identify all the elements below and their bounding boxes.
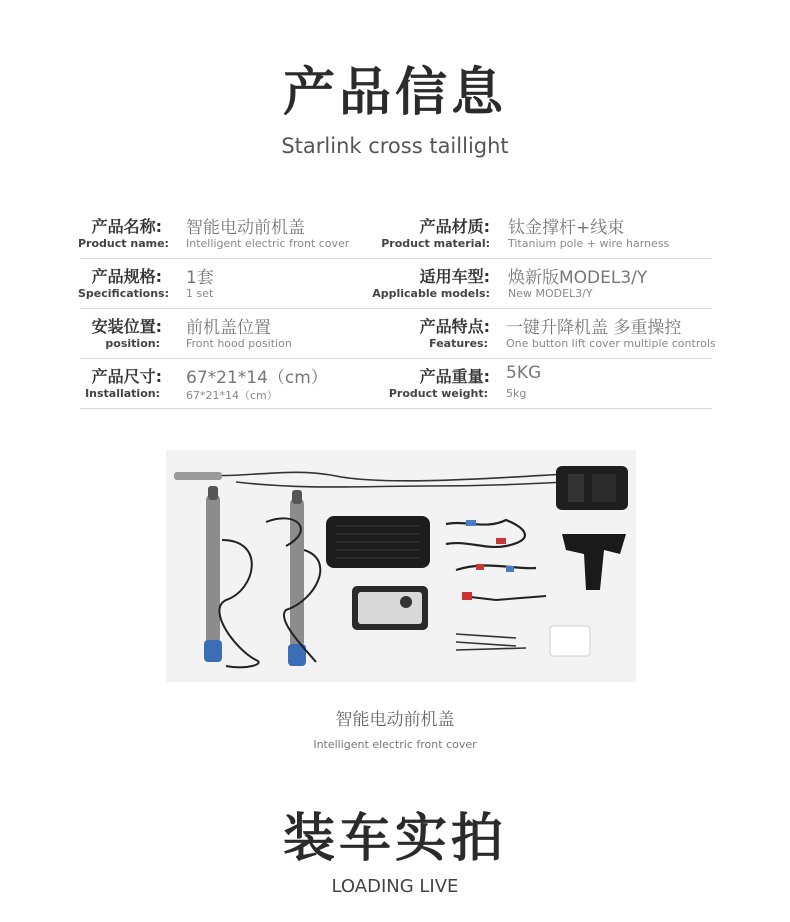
spec-value-en: Titanium pole + wire harness	[508, 237, 670, 250]
spec-label-en: Product weight:	[388, 387, 488, 400]
spec-label-cn: 产品材质:	[419, 217, 490, 236]
spec-label-cn: 产品尺寸:	[91, 367, 162, 386]
spec-row	[80, 208, 712, 259]
spec-value-en: 1 set	[186, 287, 214, 300]
page-subtitle: Starlink cross taillight	[281, 134, 509, 158]
spec-value-cn: 67*21*14（cm）	[186, 368, 328, 388]
spec-label-cn: 产品重量:	[419, 367, 490, 386]
spec-value-en: New MODEL3/Y	[508, 287, 593, 300]
spec-label-en: position:	[105, 337, 160, 350]
section-subtitle: LOADING LIVE	[331, 876, 459, 897]
spec-label-en: Product material:	[381, 237, 490, 250]
page-title: 产品信息	[282, 63, 507, 123]
spec-label-cn: 产品名称:	[91, 217, 162, 236]
spec-value-cn: 钛金撑杆+线束	[508, 218, 625, 238]
spec-value-cn: 前机盖位置	[186, 318, 271, 338]
spec-value-en: 67*21*14（cm）	[186, 389, 278, 402]
product-photo	[166, 450, 636, 682]
spec-value-cn: 一键升降机盖 多重操控	[506, 318, 682, 338]
spec-label-en: Features:	[429, 337, 488, 350]
spec-value-cn: 1套	[186, 268, 214, 288]
spec-label-cn: 产品规格:	[91, 267, 162, 286]
spec-row	[80, 358, 712, 409]
product-caption-cn: 智能电动前机盖	[335, 710, 455, 730]
spec-label-en: Applicable models:	[372, 287, 490, 300]
spec-label-en: Installation:	[85, 387, 160, 400]
spec-value-cn: 焕新版MODEL3/Y	[508, 268, 648, 288]
section-title: 装车实拍	[282, 809, 507, 869]
spec-value-cn: 5KG	[506, 363, 542, 383]
spec-row	[80, 258, 712, 309]
spec-value-en: 5kg	[506, 387, 527, 400]
product-caption-en: Intelligent electric front cover	[313, 738, 477, 751]
spec-label-en: Product name:	[78, 237, 169, 250]
spec-value-cn: 智能电动前机盖	[186, 218, 305, 238]
spec-value-en: Intelligent electric front cover	[186, 237, 350, 250]
spec-row	[80, 308, 716, 359]
spec-value-en: One button lift cover multiple controls	[506, 337, 716, 350]
spec-label-en: Specifications:	[78, 287, 170, 300]
spec-label-cn: 产品特点:	[419, 317, 490, 336]
product-kit-illustration	[166, 450, 636, 682]
spec-label-cn: 适用车型:	[419, 267, 490, 286]
spec-value-en: Front hood position	[186, 337, 292, 350]
spec-label-cn: 安装位置:	[91, 317, 162, 336]
